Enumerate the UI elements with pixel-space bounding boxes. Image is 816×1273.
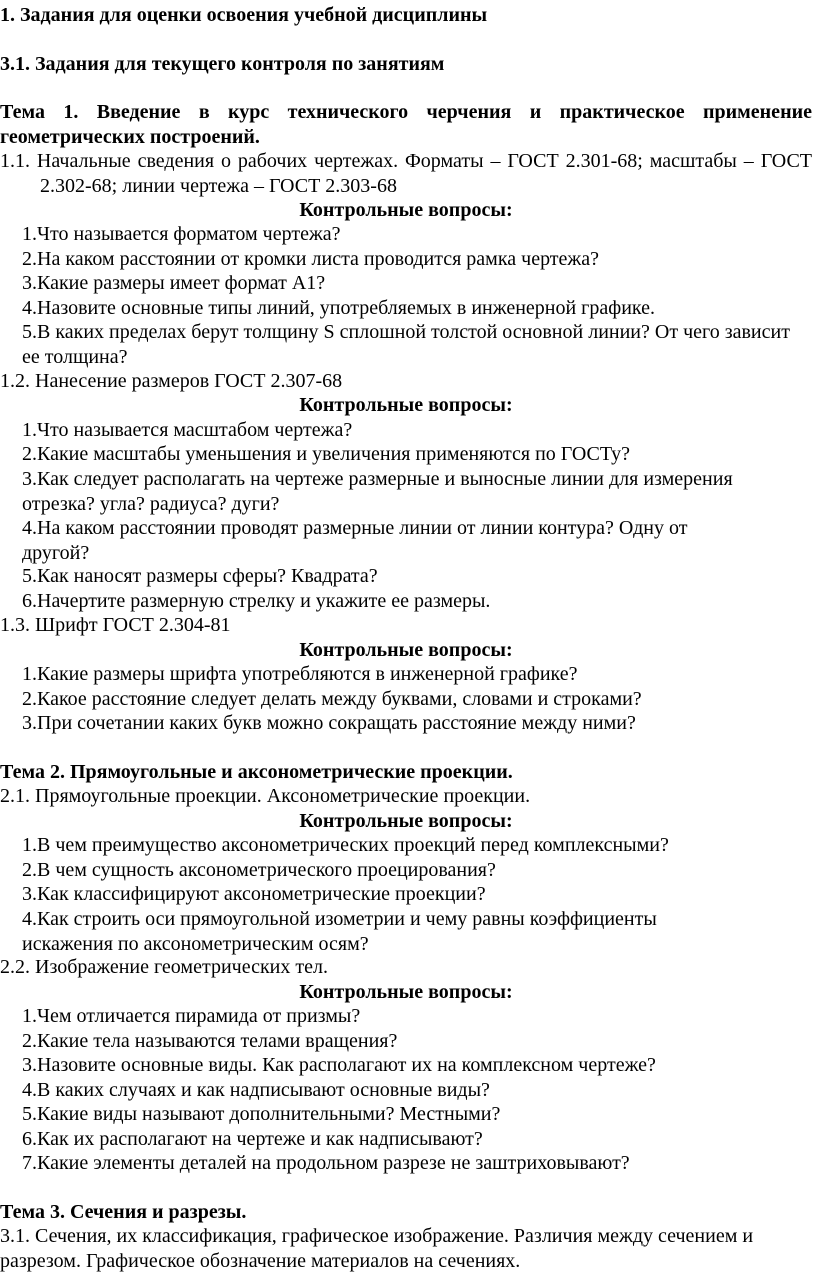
question-item: 4.В каких случаях и как надписывают основные виды?	[22, 1079, 490, 1101]
question-item: 3.Как классифицируют аксонометрические проекции?	[22, 883, 486, 905]
section-3-1-title: 3.1. Сечения, их классификация, графическое изображение. Различия между сечением и разрезом. Графическое обозначение материалов на сечениях.	[0, 1225, 754, 1272]
question-item: 4.На каком расстоянии проводят размерные линии от линии контура? Одну от другой?	[22, 517, 688, 564]
topic-3-title: Тема 3. Сечения и разрезы.	[0, 1201, 247, 1223]
question-item: 1.Что называется масштабом чертежа?	[22, 419, 353, 441]
question-item: 5.Как наносят размеры сферы? Квадрата?	[22, 565, 378, 587]
question-item: 3.При сочетании каких букв можно сокращать расстояние между ними?	[22, 712, 636, 734]
control-questions-heading: Контрольные вопросы:	[299, 810, 513, 832]
question-item: 5.В каких пределах берут толщину S сплошной толстой основной линии? От чего зависит ее толщина?	[22, 321, 790, 368]
question-item: 7.Какие элементы деталей на продольном разрезе не заштриховывают?	[22, 1152, 630, 1174]
section-2-2-title: 2.2. Изображение геометрических тел.	[0, 956, 328, 978]
question-item: 6.Как их располагают на чертеже и как надписывают?	[22, 1128, 483, 1150]
question-item: 2.Какие тела называются телами вращения?	[22, 1030, 398, 1052]
section-1-1-title: 1.1. Начальные сведения о рабочих чертежах. Форматы – ГОСТ 2.301-68; масштабы – ГОСТ 2.302-68; линии чертежа – ГОСТ 2.303-68	[0, 150, 812, 197]
question-item: 5.Какие виды называют дополнительными? Местными?	[22, 1103, 501, 1125]
section-heading: 1. Задания для оценки освоения учебной дисциплины	[0, 4, 488, 26]
topic-1-title: Тема 1. Введение в курс технического черчения и практическое применение геометрических построений.	[0, 101, 812, 148]
control-questions-heading: Контрольные вопросы:	[299, 199, 513, 221]
control-questions-heading: Контрольные вопросы:	[299, 981, 513, 1003]
question-item: 6.Начертите размерную стрелку и укажите ее размеры.	[22, 590, 491, 612]
question-item: 2.На каком расстоянии от кромки листа проводится рамка чертежа?	[22, 248, 599, 270]
control-questions-heading: Контрольные вопросы:	[299, 639, 513, 661]
question-item: 2.Какие масштабы уменьшения и увеличения применяются по ГОСТу?	[22, 443, 630, 465]
question-item: 2.Какое расстояние следует делать между буквами, словами и строками?	[22, 688, 642, 710]
control-questions-heading: Контрольные вопросы:	[299, 394, 513, 416]
section-1-3-title: 1.3. Шрифт ГОСТ 2.304-81	[0, 614, 231, 636]
question-item: 3.Назовите основные виды. Как располагают их на комплексном чертеже?	[22, 1054, 656, 1076]
section-1-2-title: 1.2. Нанесение размеров ГОСТ 2.307-68	[0, 370, 343, 392]
question-item: 3.Какие размеры имеет формат А1?	[22, 272, 326, 294]
question-item: 1.В чем преимущество аксонометрических проекций перед комплексными?	[22, 834, 669, 856]
topic-2-title: Тема 2. Прямоугольные и аксонометрические проекции.	[0, 761, 513, 783]
question-item: 3.Как следует располагать на чертеже размерные и выносные линии для измерения отрезка? угла? радиуса? дуги?	[22, 468, 733, 515]
question-item: 2.В чем сущность аксонометрического проецирования?	[22, 859, 496, 881]
question-item: 1.Чем отличается пирамида от призмы?	[22, 1005, 361, 1027]
question-item: 1.Что называется форматом чертежа?	[22, 223, 341, 245]
question-item: 4.Как строить оси прямоугольной изометрии и чему равны коэффициенты искажения по аксонометрическим осям?	[22, 908, 657, 955]
question-item: 1.Какие размеры шрифта употребляются в инженерной графике?	[22, 663, 578, 685]
question-item: 4.Назовите основные типы линий, употребляемых в инженерной графике.	[22, 297, 656, 319]
subsection-heading: 3.1. Задания для текущего контроля по занятиям	[0, 53, 445, 75]
section-2-1-title: 2.1. Прямоугольные проекции. Аксонометрические проекции.	[0, 785, 531, 807]
